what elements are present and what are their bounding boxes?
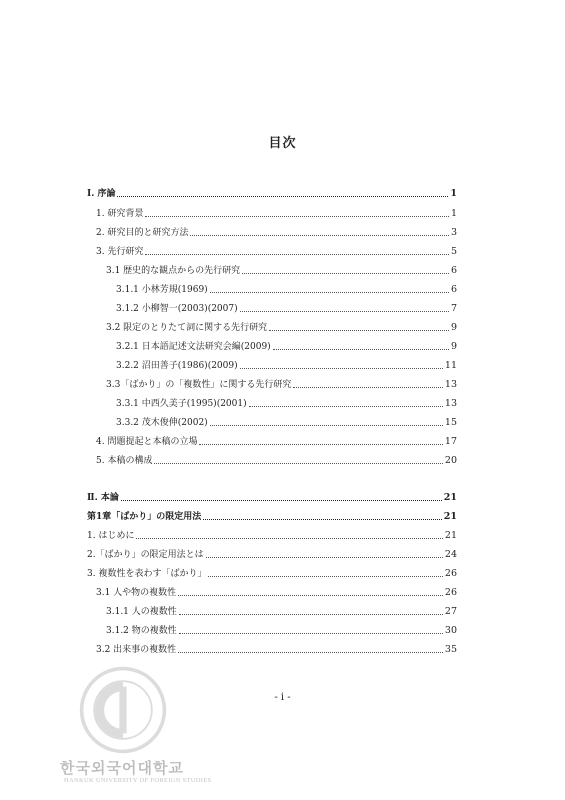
toc-leader-dots xyxy=(203,510,442,520)
toc-entry-page: 26 xyxy=(444,587,457,598)
toc-entry-page: 6 xyxy=(450,265,457,276)
toc-entry xyxy=(96,454,457,468)
toc-entry xyxy=(116,397,457,411)
toc-entry xyxy=(96,643,457,657)
toc-leader-dots xyxy=(154,454,442,464)
toc-entry-label: 3.1.1 人の複数性 xyxy=(106,607,177,617)
toc-entry-page: 17 xyxy=(444,436,457,447)
toc-entry-label: 3.2.2 沼田善子(1986)(2009) xyxy=(116,361,238,371)
toc-entry-label: 3.2 出来事の複数性 xyxy=(96,645,177,655)
toc-entry-page: 6 xyxy=(450,284,457,295)
toc-entry-label: 3.1 歴史的な観点からの先行研究 xyxy=(106,266,241,276)
toc-leader-dots xyxy=(273,340,449,350)
toc-entry xyxy=(87,510,457,524)
toc-entry-page: 35 xyxy=(444,644,457,655)
toc-leader-dots xyxy=(117,187,448,197)
watermark-english: HANKUK UNIVERSITY OF FOREIGN STUDIES xyxy=(64,777,212,784)
toc-entry-page: 1 xyxy=(450,188,457,199)
toc-entry-page: 9 xyxy=(450,341,457,352)
toc-entry xyxy=(106,321,457,335)
toc-entry xyxy=(116,359,457,373)
toc-leader-dots xyxy=(206,548,443,558)
toc-entry-label: Ⅰ. 序論 xyxy=(87,189,116,199)
toc-entry-label: 5. 本稿の構成 xyxy=(96,456,153,466)
toc-entry-label: 3.3.1 中西久美子(1995)(2001) xyxy=(116,399,247,409)
toc-entry-label: 1. 研究背景 xyxy=(96,209,144,219)
toc-entry-page: 7 xyxy=(450,303,457,314)
toc-entry xyxy=(106,378,457,392)
toc-entry xyxy=(96,586,457,600)
toc-leader-dots xyxy=(249,397,443,407)
toc-entry-label: 3.1.2 小柳智一(2003)(2007) xyxy=(116,304,238,314)
toc-leader-dots xyxy=(208,567,442,577)
toc-leader-dots xyxy=(293,378,443,388)
toc-entry-label: 3.1.1 小林芳規(1969) xyxy=(116,285,208,295)
toc-leader-dots xyxy=(136,529,442,539)
toc-entry-label: 3. 複数性を表わす「ばかり」 xyxy=(87,569,207,579)
toc-entry-page: 27 xyxy=(444,606,457,617)
toc-entry-label: 3.3「ばかり」の「複数性」に関する先行研究 xyxy=(106,380,292,390)
toc-entry xyxy=(96,245,457,259)
toc-entry-label: 4. 問題提起と本稿の立場 xyxy=(96,437,198,447)
toc-leader-dots xyxy=(210,416,443,426)
toc-leader-dots xyxy=(210,283,449,293)
toc-entry-label: 第1章「ばかり」の限定用法 xyxy=(87,512,202,522)
toc-entry-label: Ⅱ. 本論 xyxy=(87,493,119,503)
university-seal-icon xyxy=(78,665,168,755)
toc-leader-dots xyxy=(179,624,443,634)
toc-entry-page: 5 xyxy=(450,246,457,257)
toc-leader-dots xyxy=(178,586,443,596)
page-title: 目次 xyxy=(268,136,297,151)
toc-entry xyxy=(116,340,457,354)
toc-entry-label: 2. 研究目的と研究方法 xyxy=(96,228,189,238)
toc-entry-page: 20 xyxy=(444,455,457,466)
toc-leader-dots xyxy=(179,605,443,615)
toc-entry xyxy=(106,264,457,278)
toc-leader-dots xyxy=(240,302,449,312)
toc-entry-page: 21 xyxy=(444,530,457,541)
toc-entry xyxy=(116,302,457,316)
toc-entry-page: 13 xyxy=(444,398,457,409)
toc-entry xyxy=(106,624,457,638)
toc-entry-label: 3.3.2 茂木俊伸(2002) xyxy=(116,418,208,428)
toc-entry xyxy=(116,283,457,297)
toc-leader-dots xyxy=(178,643,443,653)
toc-entry xyxy=(87,567,457,581)
toc-entry-page: 15 xyxy=(444,417,457,428)
toc-entry-label: 3.1 人や物の複数性 xyxy=(96,588,177,598)
toc-entry-label: 1. はじめに xyxy=(87,531,135,541)
toc-entry xyxy=(87,548,457,562)
toc-entry-label: 3.2.1 日本語記述文法研究会編(2009) xyxy=(116,342,271,352)
toc-entry-page: 24 xyxy=(444,549,457,560)
toc-entry xyxy=(96,207,457,221)
toc-leader-dots xyxy=(242,264,449,274)
toc-leader-dots xyxy=(121,491,442,501)
toc-leader-dots xyxy=(145,245,449,255)
toc-entry-page: 13 xyxy=(444,379,457,390)
toc-leader-dots xyxy=(269,321,449,331)
toc-entry xyxy=(96,226,457,240)
toc-entry xyxy=(87,187,457,201)
toc-entry xyxy=(87,529,457,543)
page-number: - i - xyxy=(274,692,291,703)
toc-entry xyxy=(96,435,457,449)
watermark-korean: 한국외국어대학교 xyxy=(60,759,184,777)
toc-entry xyxy=(116,416,457,430)
toc-entry xyxy=(87,491,457,505)
toc-leader-dots xyxy=(190,226,449,236)
toc-leader-dots xyxy=(199,435,442,445)
toc-entry-label: 3.2 限定のとりたて詞に関する先行研究 xyxy=(106,323,268,333)
toc-leader-dots xyxy=(240,359,443,369)
toc-entry xyxy=(106,605,457,619)
toc-entry-label: 3.1.2 物の複数性 xyxy=(106,626,177,636)
toc-entry-page: 21 xyxy=(443,511,457,522)
toc-entry-page: 21 xyxy=(443,492,457,503)
toc-entry-page: 30 xyxy=(444,625,457,636)
toc-entry-page: 26 xyxy=(444,568,457,579)
toc-entry-page: 1 xyxy=(450,208,457,219)
toc-entry-page: 11 xyxy=(444,360,457,371)
toc-entry-page: 3 xyxy=(450,227,457,238)
toc-entry-page: 9 xyxy=(450,322,457,333)
toc-entry-label: 2.「ばかり」の限定用法とは xyxy=(87,550,204,560)
toc-leader-dots xyxy=(145,207,449,217)
toc-entry-label: 3. 先行研究 xyxy=(96,247,144,257)
